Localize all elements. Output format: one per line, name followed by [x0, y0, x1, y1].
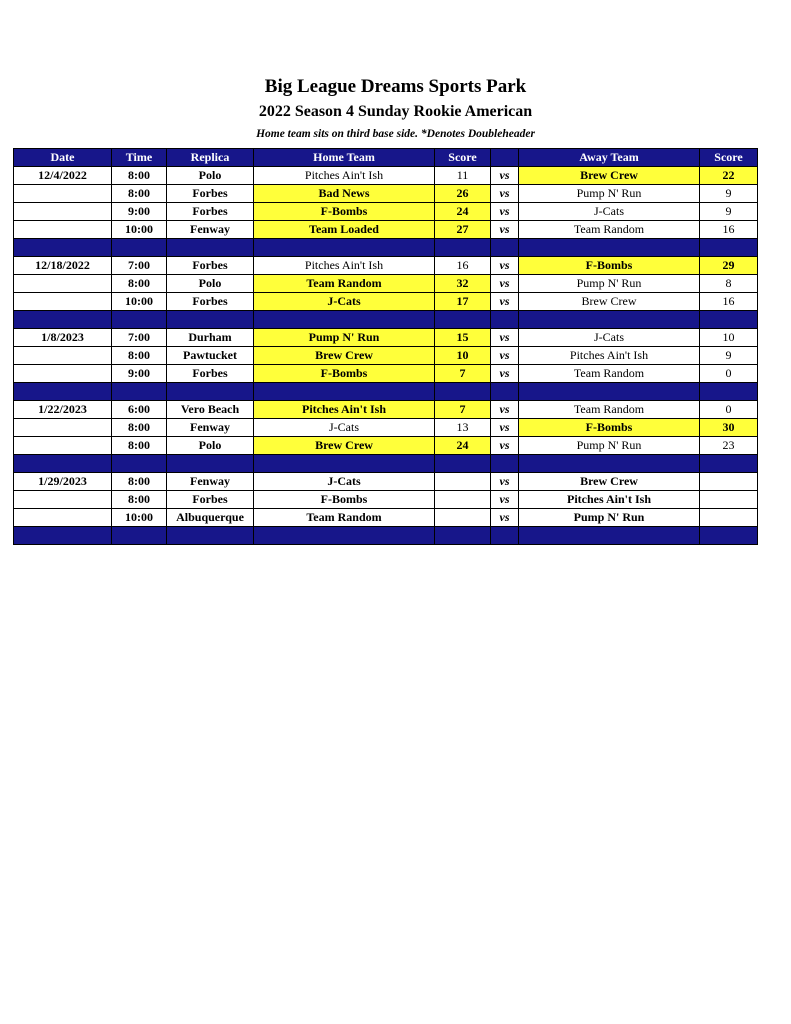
vs-label: vs — [491, 257, 519, 275]
away-team: F-Bombs — [519, 257, 700, 275]
away-team: Team Random — [519, 401, 700, 419]
away-team: Pump N' Run — [519, 185, 700, 203]
separator-cell — [254, 383, 435, 401]
game-time: 7:00 — [112, 329, 167, 347]
game-row — [14, 419, 758, 437]
game-time: 9:00 — [112, 203, 167, 221]
away-team: Brew Crew — [519, 293, 700, 311]
separator-cell — [519, 383, 700, 401]
separator-cell — [491, 383, 519, 401]
week-separator — [14, 239, 758, 257]
vs-label: vs — [491, 365, 519, 383]
game-replica: Forbes — [167, 185, 254, 203]
week-separator — [14, 455, 758, 473]
game-time: 8:00 — [112, 167, 167, 185]
vs-label: vs — [491, 509, 519, 527]
game-date — [14, 203, 112, 221]
game-row — [14, 437, 758, 455]
separator-cell — [700, 383, 758, 401]
separator-cell — [519, 311, 700, 329]
home-score: 24 — [435, 203, 491, 221]
away-score: 9 — [700, 347, 758, 365]
game-time: 6:00 — [112, 401, 167, 419]
away-score: 9 — [700, 185, 758, 203]
away-team: J-Cats — [519, 329, 700, 347]
home-team: J-Cats — [254, 419, 435, 437]
away-score: 10 — [700, 329, 758, 347]
game-row — [14, 365, 758, 383]
away-team: Pump N' Run — [519, 509, 700, 527]
away-team: F-Bombs — [519, 419, 700, 437]
vs-label: vs — [491, 473, 519, 491]
separator-cell — [700, 311, 758, 329]
separator-cell — [254, 311, 435, 329]
vs-label: vs — [491, 203, 519, 221]
away-score: 8 — [700, 275, 758, 293]
separator-cell — [435, 527, 491, 545]
separator-cell — [700, 239, 758, 257]
vs-label: vs — [491, 401, 519, 419]
separator-cell — [14, 527, 112, 545]
game-row — [14, 221, 758, 239]
separator-cell — [700, 527, 758, 545]
schedule-body — [14, 167, 758, 545]
separator-cell — [14, 383, 112, 401]
game-replica: Polo — [167, 275, 254, 293]
vs-label: vs — [491, 347, 519, 365]
home-team: J-Cats — [254, 473, 435, 491]
separator-cell — [491, 311, 519, 329]
home-team: Team Loaded — [254, 221, 435, 239]
separator-cell — [519, 527, 700, 545]
away-score: 22 — [700, 167, 758, 185]
away-team: Pitches Ain't Ish — [519, 347, 700, 365]
game-row — [14, 491, 758, 509]
vs-label: vs — [491, 329, 519, 347]
game-date — [14, 437, 112, 455]
separator-cell — [112, 455, 167, 473]
separator-cell — [254, 455, 435, 473]
col-header-vs — [491, 149, 519, 167]
game-date: 1/8/2023 — [14, 329, 112, 347]
away-score: 0 — [700, 401, 758, 419]
game-replica: Forbes — [167, 365, 254, 383]
game-row — [14, 401, 758, 419]
away-score: 23 — [700, 437, 758, 455]
home-team: Bad News — [254, 185, 435, 203]
home-score: 7 — [435, 401, 491, 419]
away-team: Pitches Ain't Ish — [519, 491, 700, 509]
game-row — [14, 275, 758, 293]
separator-cell — [435, 455, 491, 473]
separator-cell — [112, 383, 167, 401]
separator-cell — [167, 239, 254, 257]
game-row — [14, 203, 758, 221]
game-time: 9:00 — [112, 365, 167, 383]
game-date: 1/22/2023 — [14, 401, 112, 419]
game-date — [14, 293, 112, 311]
game-row — [14, 329, 758, 347]
game-date: 1/29/2023 — [14, 473, 112, 491]
home-score: 11 — [435, 167, 491, 185]
separator-cell — [112, 239, 167, 257]
week-separator — [14, 311, 758, 329]
home-team: Team Random — [254, 509, 435, 527]
home-team: F-Bombs — [254, 365, 435, 383]
game-row — [14, 257, 758, 275]
game-replica: Durham — [167, 329, 254, 347]
home-team: Brew Crew — [254, 437, 435, 455]
separator-cell — [491, 527, 519, 545]
col-header-replica: Replica — [167, 149, 254, 167]
away-score: 29 — [700, 257, 758, 275]
game-row — [14, 509, 758, 527]
home-team: F-Bombs — [254, 203, 435, 221]
game-replica: Fenway — [167, 419, 254, 437]
separator-cell — [112, 311, 167, 329]
game-replica: Forbes — [167, 203, 254, 221]
game-replica: Fenway — [167, 221, 254, 239]
away-score: 16 — [700, 221, 758, 239]
separator-cell — [435, 383, 491, 401]
vs-label: vs — [491, 275, 519, 293]
away-score: 0 — [700, 365, 758, 383]
separator-cell — [435, 311, 491, 329]
away-team: Pump N' Run — [519, 437, 700, 455]
game-replica: Forbes — [167, 257, 254, 275]
game-time: 10:00 — [112, 293, 167, 311]
game-date — [14, 491, 112, 509]
game-row — [14, 167, 758, 185]
separator-cell — [435, 239, 491, 257]
game-replica: Vero Beach — [167, 401, 254, 419]
separator-cell — [254, 239, 435, 257]
col-header-home-score: Score — [435, 149, 491, 167]
week-separator — [14, 527, 758, 545]
home-score: 27 — [435, 221, 491, 239]
home-score: 16 — [435, 257, 491, 275]
separator-cell — [14, 455, 112, 473]
game-date — [14, 221, 112, 239]
home-score: 13 — [435, 419, 491, 437]
col-header-away-score: Score — [700, 149, 758, 167]
separator-cell — [112, 527, 167, 545]
home-team: Pitches Ain't Ish — [254, 257, 435, 275]
away-team: Team Random — [519, 365, 700, 383]
away-score — [700, 509, 758, 527]
away-team: Brew Crew — [519, 167, 700, 185]
separator-cell — [491, 455, 519, 473]
home-score: 7 — [435, 365, 491, 383]
vs-label: vs — [491, 491, 519, 509]
home-score: 15 — [435, 329, 491, 347]
home-score — [435, 491, 491, 509]
game-row — [14, 185, 758, 203]
game-date — [14, 185, 112, 203]
game-time: 8:00 — [112, 419, 167, 437]
home-team: Team Random — [254, 275, 435, 293]
home-score — [435, 473, 491, 491]
separator-cell — [254, 527, 435, 545]
game-date — [14, 365, 112, 383]
vs-label: vs — [491, 221, 519, 239]
game-time: 8:00 — [112, 491, 167, 509]
home-score: 10 — [435, 347, 491, 365]
game-time: 7:00 — [112, 257, 167, 275]
week-separator — [14, 383, 758, 401]
home-team: Pitches Ain't Ish — [254, 401, 435, 419]
away-score — [700, 473, 758, 491]
game-date — [14, 347, 112, 365]
home-team: J-Cats — [254, 293, 435, 311]
game-replica: Fenway — [167, 473, 254, 491]
separator-cell — [519, 239, 700, 257]
game-time: 8:00 — [112, 185, 167, 203]
game-time: 8:00 — [112, 275, 167, 293]
away-team: Team Random — [519, 221, 700, 239]
vs-label: vs — [491, 185, 519, 203]
home-score: 24 — [435, 437, 491, 455]
home-team: Brew Crew — [254, 347, 435, 365]
vs-label: vs — [491, 293, 519, 311]
separator-cell — [491, 239, 519, 257]
game-time: 8:00 — [112, 437, 167, 455]
game-replica: Polo — [167, 437, 254, 455]
game-date — [14, 509, 112, 527]
col-header-away-team: Away Team — [519, 149, 700, 167]
separator-cell — [167, 455, 254, 473]
game-time: 8:00 — [112, 347, 167, 365]
separator-cell — [167, 527, 254, 545]
separator-cell — [700, 455, 758, 473]
col-header-time: Time — [112, 149, 167, 167]
game-replica: Forbes — [167, 293, 254, 311]
home-team: Pump N' Run — [254, 329, 435, 347]
separator-cell — [14, 239, 112, 257]
home-score — [435, 509, 491, 527]
page-subtitle: 2022 Season 4 Sunday Rookie American — [258, 103, 533, 120]
vs-label: vs — [491, 437, 519, 455]
game-date: 12/4/2022 — [14, 167, 112, 185]
col-header-home-team: Home Team — [254, 149, 435, 167]
game-time: 10:00 — [112, 221, 167, 239]
game-date — [14, 419, 112, 437]
away-score: 16 — [700, 293, 758, 311]
game-date: 12/18/2022 — [14, 257, 112, 275]
game-replica: Forbes — [167, 491, 254, 509]
away-score — [700, 491, 758, 509]
game-replica: Albuquerque — [167, 509, 254, 527]
col-header-date: Date — [14, 149, 112, 167]
away-team: Pump N' Run — [519, 275, 700, 293]
vs-label: vs — [491, 419, 519, 437]
home-team: Pitches Ain't Ish — [254, 167, 435, 185]
separator-cell — [167, 311, 254, 329]
away-team: Brew Crew — [519, 473, 700, 491]
game-row — [14, 293, 758, 311]
game-row — [14, 473, 758, 491]
separator-cell — [14, 311, 112, 329]
header-row — [14, 149, 758, 167]
game-date — [14, 275, 112, 293]
game-replica: Pawtucket — [167, 347, 254, 365]
home-score: 32 — [435, 275, 491, 293]
separator-cell — [167, 383, 254, 401]
game-row — [14, 347, 758, 365]
vs-label: vs — [491, 167, 519, 185]
game-time: 8:00 — [112, 473, 167, 491]
page-note: Home team sits on third base side. *Denotes Doubleheader — [256, 128, 535, 140]
home-score: 17 — [435, 293, 491, 311]
away-score: 30 — [700, 419, 758, 437]
away-score: 9 — [700, 203, 758, 221]
schedule-table — [13, 148, 758, 545]
game-time: 10:00 — [112, 509, 167, 527]
separator-cell — [519, 455, 700, 473]
page-title: Big League Dreams Sports Park — [264, 76, 527, 97]
home-team: F-Bombs — [254, 491, 435, 509]
away-team: J-Cats — [519, 203, 700, 221]
home-score: 26 — [435, 185, 491, 203]
game-replica: Polo — [167, 167, 254, 185]
